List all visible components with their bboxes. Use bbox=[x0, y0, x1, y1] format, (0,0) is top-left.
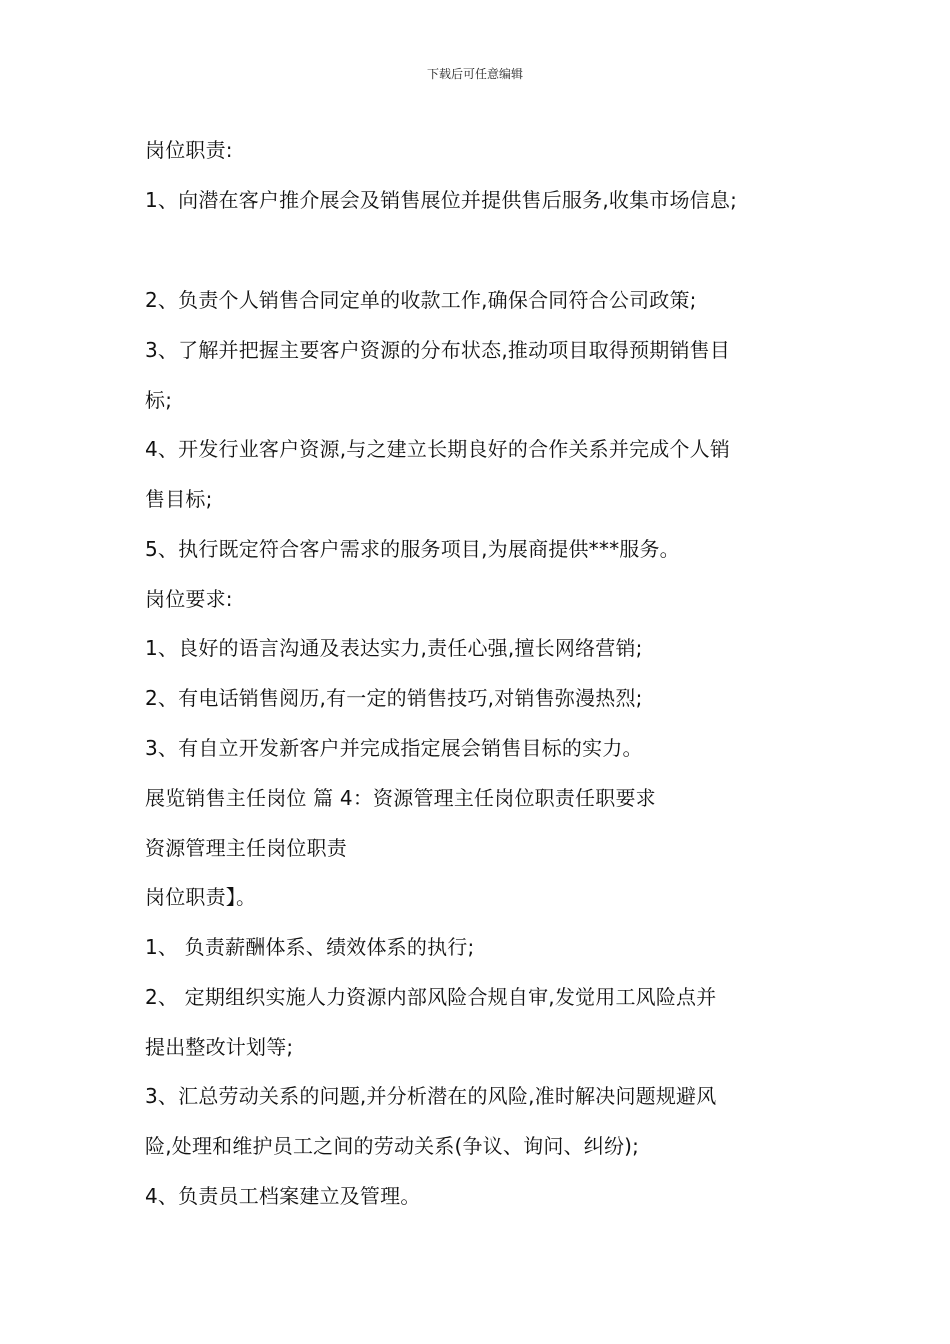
section-title-duties-2: 岗位职责】。 bbox=[145, 885, 257, 909]
requirement-item-3: 3、有自立开发新客户并完成指定展会销售目标的实力。 bbox=[145, 736, 643, 760]
section-title-requirements: 岗位要求: bbox=[145, 587, 233, 611]
requirement-item-2: 2、有电话销售阅历,有一定的销售技巧,对销售弥漫热烈; bbox=[145, 686, 643, 710]
article-heading: 展览销售主任岗位 篇 4：资源管理主任岗位职责任职要求 bbox=[145, 786, 656, 810]
duty-item-1: 1、向潜在客户推介展会及销售展位并提供售后服务,收集市场信息; bbox=[145, 188, 738, 212]
duty-2-item-3-cont: 险,处理和维护员工之间的劳动关系(争议、询问、纠纷); bbox=[145, 1134, 640, 1158]
duty-item-2: 2、负责个人销售合同定单的收款工作,确保合同符合公司政策; bbox=[145, 288, 697, 312]
duty-item-3-cont: 标; bbox=[145, 388, 173, 412]
duty-2-item-3: 3、汇总劳动关系的问题,并分析潜在的风险,准时解决问题规避风 bbox=[145, 1084, 717, 1108]
duty-item-5: 5、执行既定符合客户需求的服务项目,为展商提供***服务。 bbox=[145, 537, 680, 561]
duty-item-4: 4、开发行业客户资源,与之建立长期良好的合作关系并完成个人销 bbox=[145, 437, 731, 461]
section-title-duties: 岗位职责: bbox=[145, 138, 233, 162]
duty-item-4-cont: 售目标; bbox=[145, 487, 213, 511]
duty-2-item-4: 4、负责员工档案建立及管理。 bbox=[145, 1184, 421, 1208]
duty-2-item-1: 1、 负责薪酬体系、绩效体系的执行; bbox=[145, 935, 475, 959]
article-subheading: 资源管理主任岗位职责 bbox=[145, 836, 347, 860]
duty-item-3: 3、了解并把握主要客户资源的分布状态,推动项目取得预期销售目 bbox=[145, 338, 731, 362]
page-header: 下载后可任意编辑 bbox=[426, 67, 523, 81]
duty-2-item-2: 2、 定期组织实施人力资源内部风险合规自审,发觉用工风险点并 bbox=[145, 985, 717, 1009]
duty-2-item-2-cont: 提出整改计划等; bbox=[145, 1035, 294, 1059]
requirement-item-1: 1、良好的语言沟通及表达实力,责任心强,擅长网络营销; bbox=[145, 636, 643, 660]
